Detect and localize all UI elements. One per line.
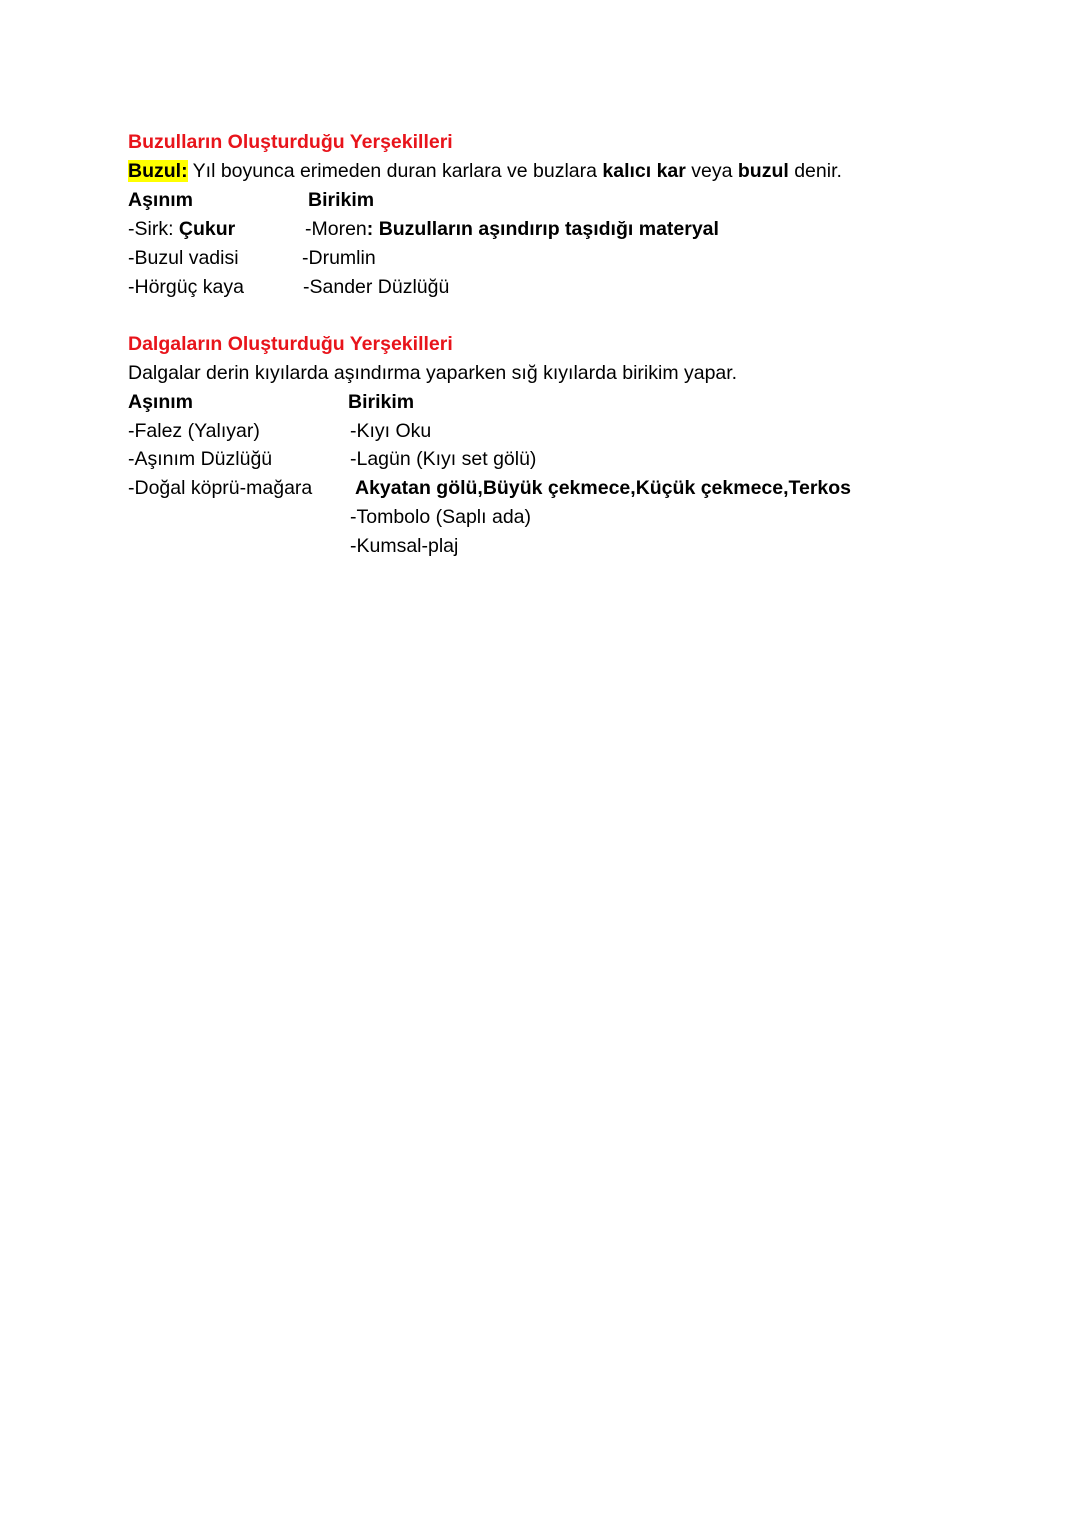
section2-col1-item: -Falez (Yalıyar) xyxy=(128,420,260,442)
definition-text: denir. xyxy=(788,160,842,182)
section2-col2-item: -Tombolo (Saplı ada) xyxy=(350,506,532,528)
section2-col1-item: -Aşınım Düzlüğü xyxy=(128,448,273,470)
section1-col2-header: Birikim xyxy=(308,189,375,211)
section1-title: Buzulların Oluşturduğu Yerşekilleri xyxy=(128,131,453,153)
section2-intro: Dalgalar derin kıyılarda aşındırma yaparken sığ kıyılarda birikim yapar. xyxy=(128,362,738,384)
section1-row-2-col2: -Drumlin xyxy=(302,247,376,269)
section2-col1-item: -Doğal köprü-mağara xyxy=(128,477,313,499)
section2-col2-item: -Lagün (Kıyı set gölü) xyxy=(350,448,537,470)
section1-row-1-col2 xyxy=(305,217,719,241)
item-text: -Moren xyxy=(305,218,367,240)
item-bold-text: Çukur xyxy=(178,218,236,240)
section2-col2-header: Birikim xyxy=(348,391,415,413)
item-text: -Sirk: xyxy=(128,218,179,240)
section1-row-3-col1: -Hörgüç kaya xyxy=(128,276,244,298)
definition-text: Yıl boyunca erimeden duran karlara ve buzlara xyxy=(187,160,603,182)
section1-row-3-col2: -Sander Düzlüğü xyxy=(303,276,450,298)
section1-col1-header: Aşınım xyxy=(128,189,194,211)
definition-term-highlight: Buzul: xyxy=(128,160,188,182)
section2-col2-item: -Kıyı Oku xyxy=(350,420,432,442)
section2-col2-item: -Kumsal-plaj xyxy=(350,535,459,557)
definition-bold-term: kalıcı kar xyxy=(602,160,686,182)
section2-col2-lake-examples: Akyatan gölü,Büyük çekmece,Küçük çekmece,Terkos xyxy=(355,477,852,499)
definition-text: veya xyxy=(685,160,738,182)
section2-title: Dalgaların Oluşturduğu Yerşekilleri xyxy=(128,333,453,355)
section1-row-1-col1 xyxy=(128,217,235,241)
buzul-definition xyxy=(128,159,842,183)
section2-col1-header: Aşınım xyxy=(128,391,194,413)
definition-bold-term: buzul xyxy=(737,160,789,182)
section1-row-2-col1: -Buzul vadisi xyxy=(128,247,239,269)
item-bold-text: : Buzulların aşındırıp taşıdığı materyal xyxy=(366,218,719,240)
